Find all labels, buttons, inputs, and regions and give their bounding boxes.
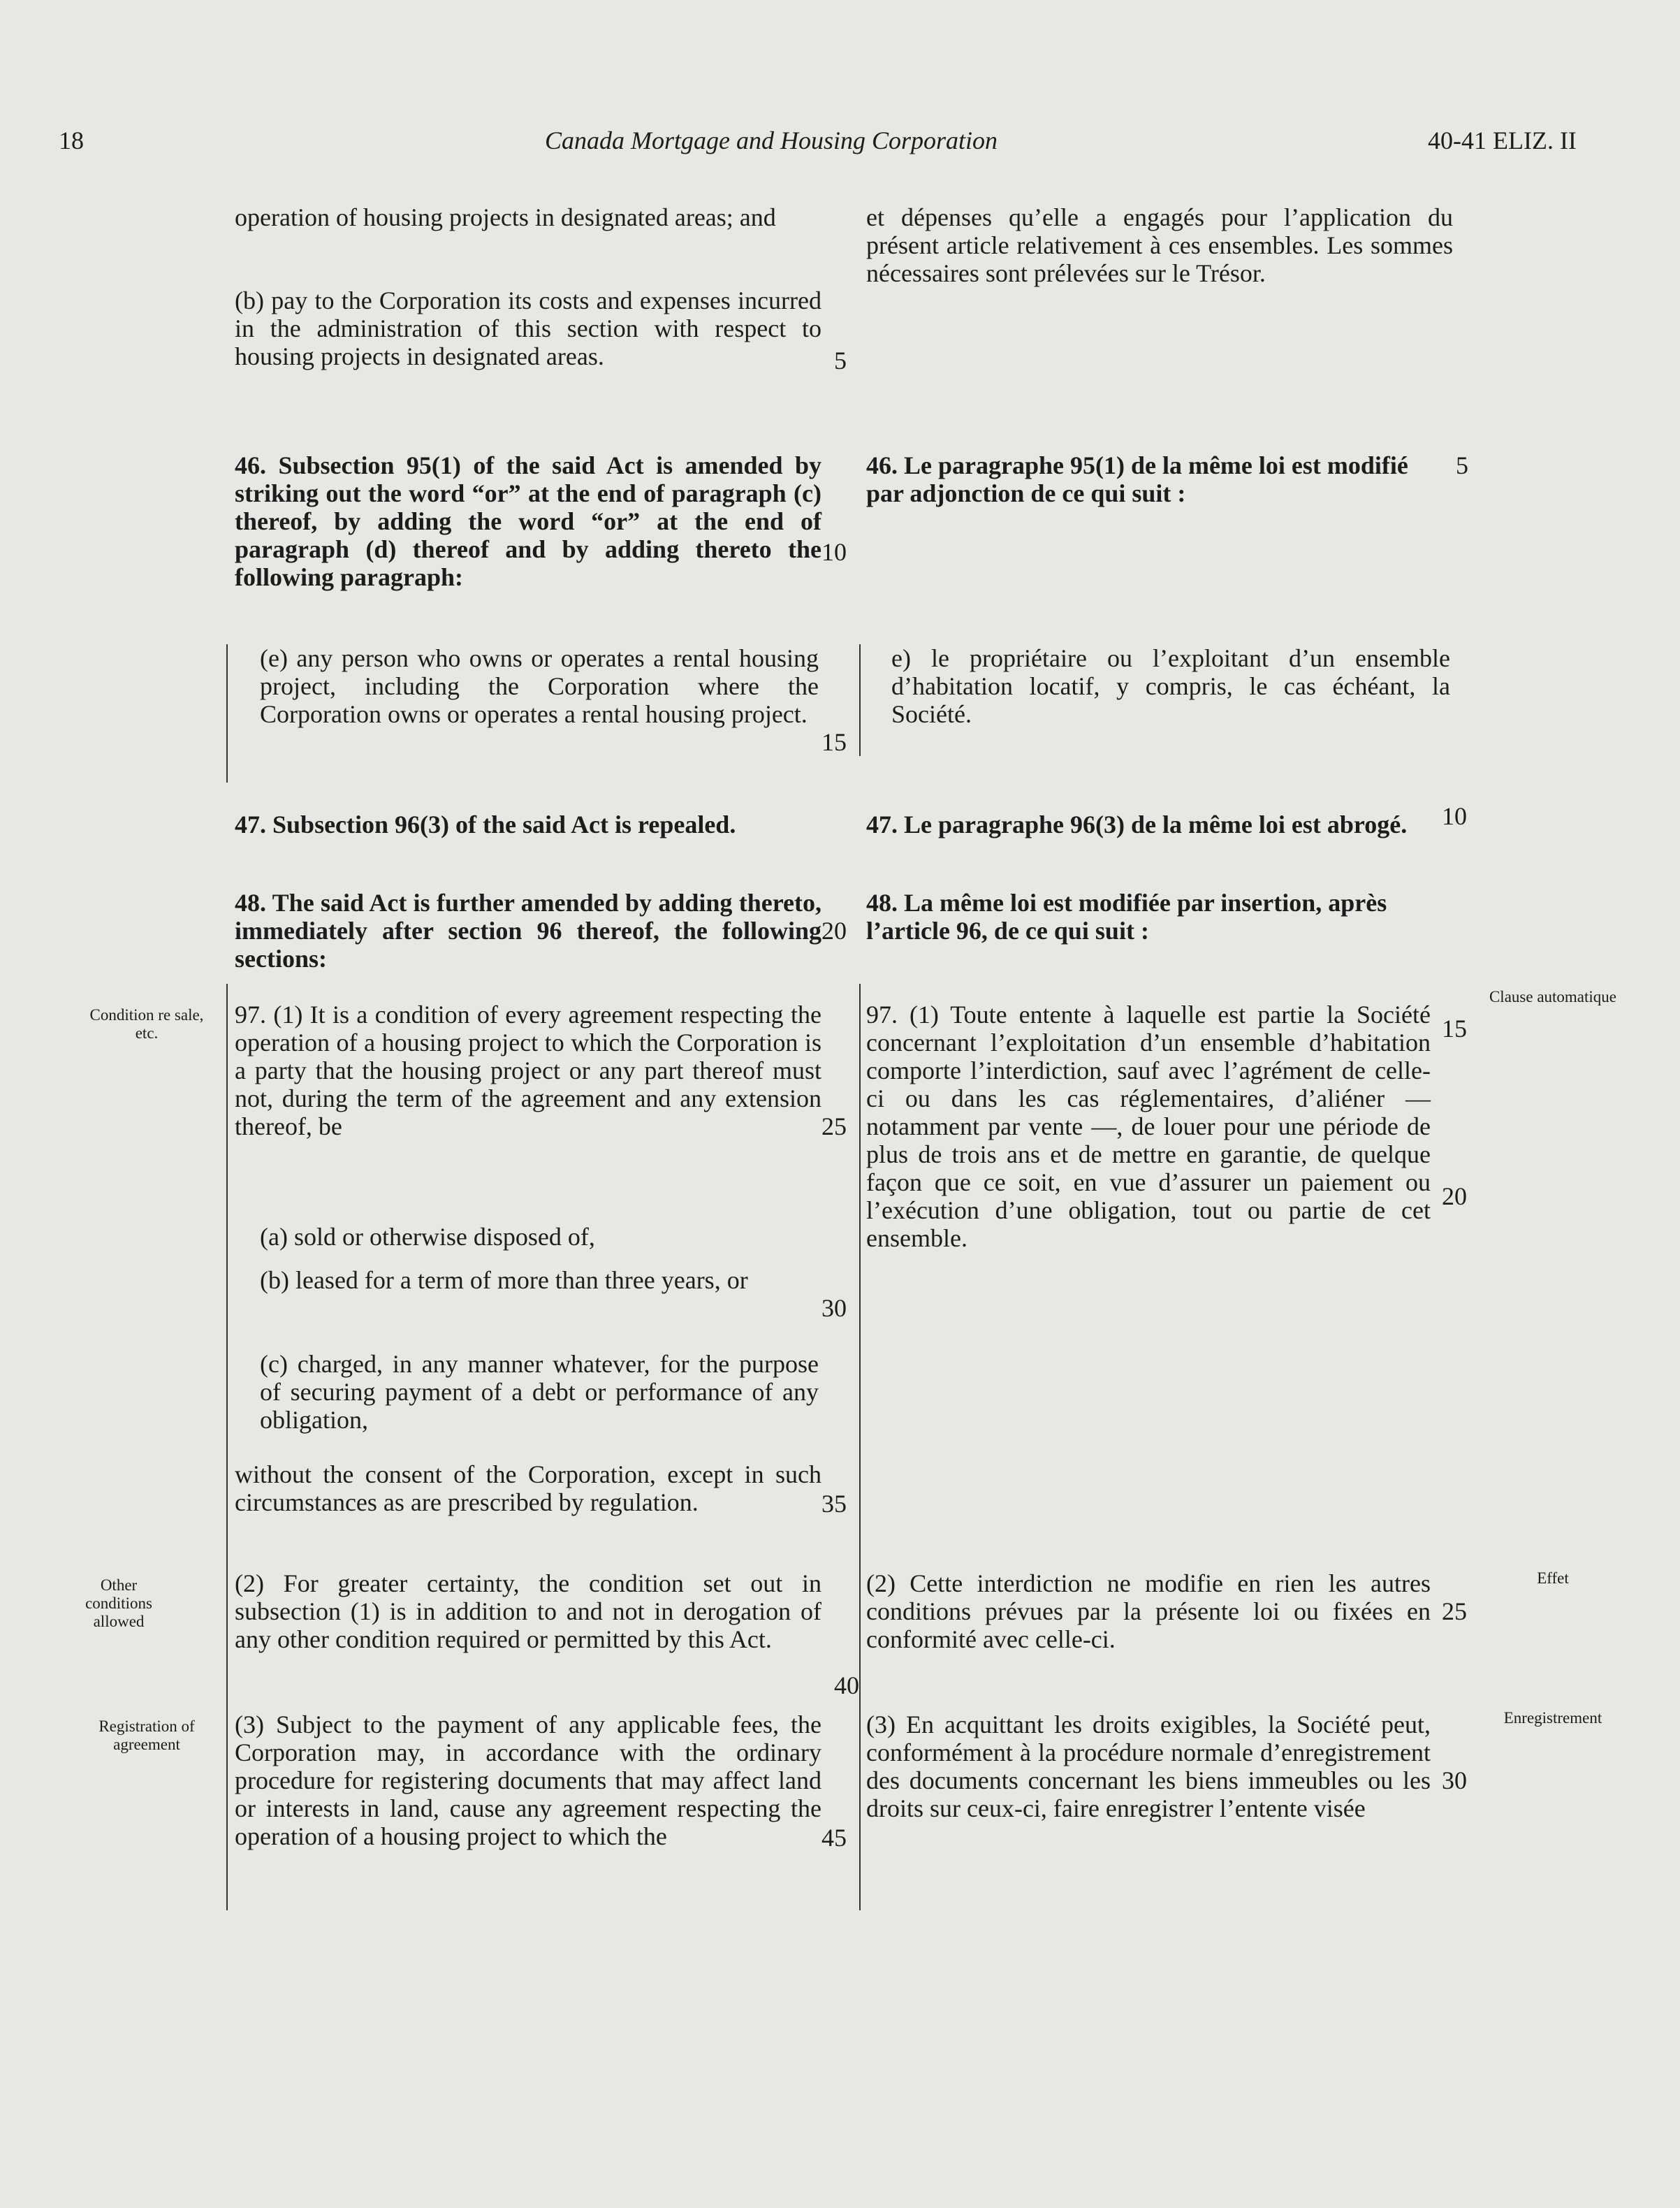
line-number: 35: [821, 1490, 847, 1518]
english-section-97-2: (2) For greater certainty, the condition set out in subsection (1) is in addition to and not in derogation of any other condition required or permitted by this Act.: [235, 1569, 821, 1653]
margin-note-registration: Registration of agreement: [98, 1717, 195, 1753]
margin-note-condition-re-sale: Condition re sale, etc.: [89, 1006, 204, 1042]
regnal-year: 40-41 ELIZ. II: [1428, 126, 1577, 154]
english-section-48: 48. The said Act is further amended by adding thereto, immediately after section 96 thereof, the following sections:: [235, 889, 821, 973]
french-section-46-e: e) le propriétaire ou l’exploitant d’un ensemble d’habitation locatif, y compris, le cas échéant, la Société.: [891, 644, 1450, 728]
english-section-97-b: (b) leased for a term of more than three years, or: [260, 1266, 748, 1294]
english-section-97-a: (a) sold or otherwise disposed of,: [260, 1223, 595, 1251]
line-number: 20: [1442, 1182, 1467, 1210]
line-number: 25: [821, 1112, 847, 1140]
page-title: Canada Mortgage and Housing Corporation: [545, 126, 998, 154]
amendment-rule: [859, 644, 861, 756]
line-number: 25: [1442, 1597, 1467, 1625]
line-number: 10: [1442, 802, 1467, 830]
french-section-48: 48. La même loi est modifiée par insertion, après l’article 96, de ce qui suit :: [866, 889, 1387, 945]
line-number: 10: [821, 538, 847, 566]
line-number: 20: [821, 917, 847, 945]
margin-note-enregistrement: Enregistrement: [1503, 1709, 1602, 1727]
french-section-97-2: (2) Cette interdiction ne modifie en rien les autres conditions prévues par la présente loi ou fixées en conformité avec celle-ci.: [866, 1569, 1431, 1653]
margin-note-effet: Effet: [1537, 1569, 1569, 1587]
page-number: 18: [59, 126, 84, 154]
french-section-46: 46. Le paragraphe 95(1) de la même loi est modifié par adjonction de ce qui suit :: [866, 451, 1408, 507]
english-section-47: 47. Subsection 96(3) of the said Act is repealed.: [235, 811, 736, 838]
line-number: 5: [834, 347, 847, 375]
english-p1: operation of housing projects in designated areas; and: [235, 203, 776, 231]
line-number: 15: [1442, 1015, 1467, 1043]
amendment-rule: [226, 644, 228, 783]
english-section-97-tail: without the consent of the Corporation, except in such circumstances as are prescribed by regulation.: [235, 1460, 821, 1516]
french-section-97-1: 97. (1) Toute entente à laquelle est partie la Société concernant l’exploitation d’un ensemble d’habitation comporte l’interdiction, sauf avec l’agrément de celle-ci ou dans les cas réglementaires, d’aliéner — notamment par vente —, de louer pour une période de plus de trois ans et de mettre en garantie, de quelque façon que ce soit, en vue d’assurer un paiement ou l’exécution d’une obligation, tout ou partie de cet ensemble.: [866, 1001, 1431, 1252]
margin-note-other-conditions: Other conditions allowed: [85, 1576, 152, 1630]
french-p1: et dépenses qu’elle a engagés pour l’application du présent article relativement à ces ensembles. Les sommes nécessaires sont prélevées sur le Trésor.: [866, 203, 1453, 287]
line-number: 30: [1442, 1766, 1467, 1794]
amendment-rule: [226, 984, 228, 1910]
english-p2: (b) pay to the Corporation its costs and expenses incurred in the administration of this section with respect to housing projects in designated areas.: [235, 286, 821, 370]
french-section-97-3: (3) En acquittant les droits exigibles, la Société peut, conformément à la procédure normale d’enregistrement des documents concernant les biens immeubles ou les droits sur ceux-ci, faire enregistrer l’entente visée: [866, 1711, 1431, 1822]
english-section-97-1: 97. (1) It is a condition of every agreement respecting the operation of a housing project to which the Corporation is a party that the housing project or any part thereof must not, during the term of the agreement and any extension thereof, be: [235, 1001, 821, 1140]
amendment-rule: [859, 984, 861, 1910]
french-section-47: 47. Le paragraphe 96(3) de la même loi est abrogé.: [866, 811, 1408, 838]
line-number: 5: [1456, 451, 1468, 479]
english-section-97-c: (c) charged, in any manner whatever, for the purpose of securing payment of a debt or performance of any obligation,: [260, 1350, 819, 1434]
line-number: 15: [821, 728, 847, 756]
margin-note-clause-automatique: Clause automatique: [1489, 988, 1617, 1005]
english-section-46: 46. Subsection 95(1) of the said Act is amended by striking out the word “or” at the end of paragraph (c) thereof, by adding the word “or” at the end of paragraph (d) thereof and by adding thereto the following paragraph:: [235, 451, 821, 591]
line-number: 45: [821, 1824, 847, 1852]
line-number: 40: [834, 1671, 859, 1699]
english-section-46-e: (e) any person who owns or operates a rental housing project, including the Corporation where the Corporation owns or operates a rental housing project.: [260, 644, 819, 728]
line-number: 30: [821, 1294, 847, 1322]
english-section-97-3: (3) Subject to the payment of any applicable fees, the Corporation may, in accordance with the ordinary procedure for registering documents that may affect land or interests in land, cause any agreement respecting the operation of a housing project to which the: [235, 1711, 821, 1850]
